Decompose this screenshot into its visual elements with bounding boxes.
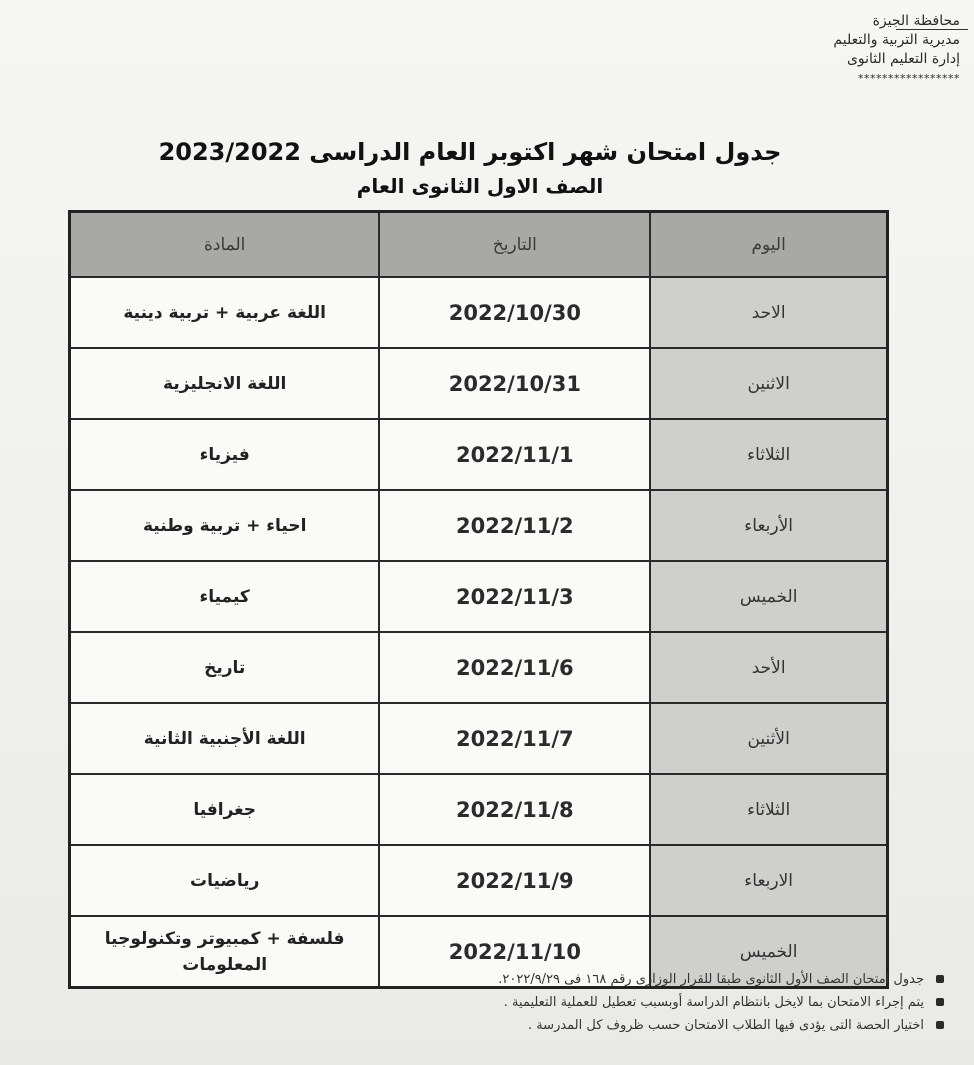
date-cell: 2022/11/2 <box>379 490 650 561</box>
date-cell: 2022/11/3 <box>379 561 650 632</box>
bullet-icon <box>936 1021 944 1029</box>
day-cell: الاربعاء <box>650 845 887 916</box>
notes-list <box>186 968 946 1037</box>
day-cell: الأثنين <box>650 703 887 774</box>
page-title: جدول امتحان شهر اكتوبر العام الدراسى 2023/2022 <box>158 138 782 166</box>
day-cell: الثلاثاء <box>650 774 887 845</box>
day-cell: الأحد <box>650 632 887 703</box>
subject-cell: احياء + تربية وطنية <box>70 490 380 561</box>
date-cell: 2022/11/6 <box>379 632 650 703</box>
date-cell: 2022/11/9 <box>379 845 650 916</box>
note-item <box>186 991 946 1014</box>
header-date: التاريخ <box>379 212 650 278</box>
bullet-icon <box>936 998 944 1006</box>
stars-divider: ***************** <box>858 72 960 85</box>
subject-cell: فلسفة + كمبيوتر وتكنولوجيا المعلومات <box>70 916 380 988</box>
administration-line: إدارة التعليم الثانوى <box>846 51 960 67</box>
date-cell: 2022/11/1 <box>379 419 650 490</box>
date-cell: 2022/10/31 <box>379 348 650 419</box>
directorate-line: مديرية التربية والتعليم <box>833 32 960 48</box>
header-rule <box>896 29 968 30</box>
subject-cell: اللغة عربية + تربية دينية <box>70 277 380 348</box>
table-row <box>70 561 888 632</box>
table-row <box>70 774 888 845</box>
header-subject: المادة <box>70 212 380 278</box>
table-row <box>70 703 888 774</box>
day-cell: الاحد <box>650 277 887 348</box>
table-row <box>70 490 888 561</box>
note-item <box>186 1014 946 1037</box>
table-row <box>70 632 888 703</box>
subject-cell: تاريخ <box>70 632 380 703</box>
governorate-line: محافظة الجيزة <box>872 13 960 29</box>
day-cell: الثلاثاء <box>650 419 887 490</box>
date-cell: 2022/10/30 <box>379 277 650 348</box>
table-row <box>70 348 888 419</box>
day-cell: الخميس <box>650 916 887 988</box>
table-row <box>70 277 888 348</box>
note-text: جدول امتحان الصف الأول الثانوى طبقا للقرار الوزارى رقم ١٦٨ فى ٢٠٢٢/٩/٢٩. <box>498 972 924 987</box>
subject-cell: اللغة الأجنبية الثانية <box>70 703 380 774</box>
day-cell: الاثنين <box>650 348 887 419</box>
table-header-row <box>70 212 888 278</box>
subject-cell: كيمياء <box>70 561 380 632</box>
exam-schedule-table <box>68 210 889 989</box>
note-text: اختيار الحصة التى يؤدى فيها الطلاب الامتحان حسب ظروف كل المدرسة . <box>527 1018 924 1033</box>
date-cell: 2022/11/10 <box>379 916 650 988</box>
subject-cell: جغرافيا <box>70 774 380 845</box>
subject-cell: اللغة الانجليزية <box>70 348 380 419</box>
note-text: يتم إجراء الامتحان بما لايخل بانتظام الدراسة أوبسبب تعطيل للعملية التعليمية . <box>503 995 924 1010</box>
date-cell: 2022/11/8 <box>379 774 650 845</box>
day-cell: الخميس <box>650 561 887 632</box>
day-cell: الأربعاء <box>650 490 887 561</box>
bullet-icon <box>936 975 944 983</box>
note-item <box>186 968 946 991</box>
date-cell: 2022/11/7 <box>379 703 650 774</box>
header-day: اليوم <box>650 212 887 278</box>
table-row <box>70 419 888 490</box>
issuer-header <box>740 12 960 88</box>
subject-cell: رياضيات <box>70 845 380 916</box>
page-subtitle: الصف الاول الثانوى العام <box>356 174 604 198</box>
subject-cell: فيزياء <box>70 419 380 490</box>
table-row <box>70 845 888 916</box>
